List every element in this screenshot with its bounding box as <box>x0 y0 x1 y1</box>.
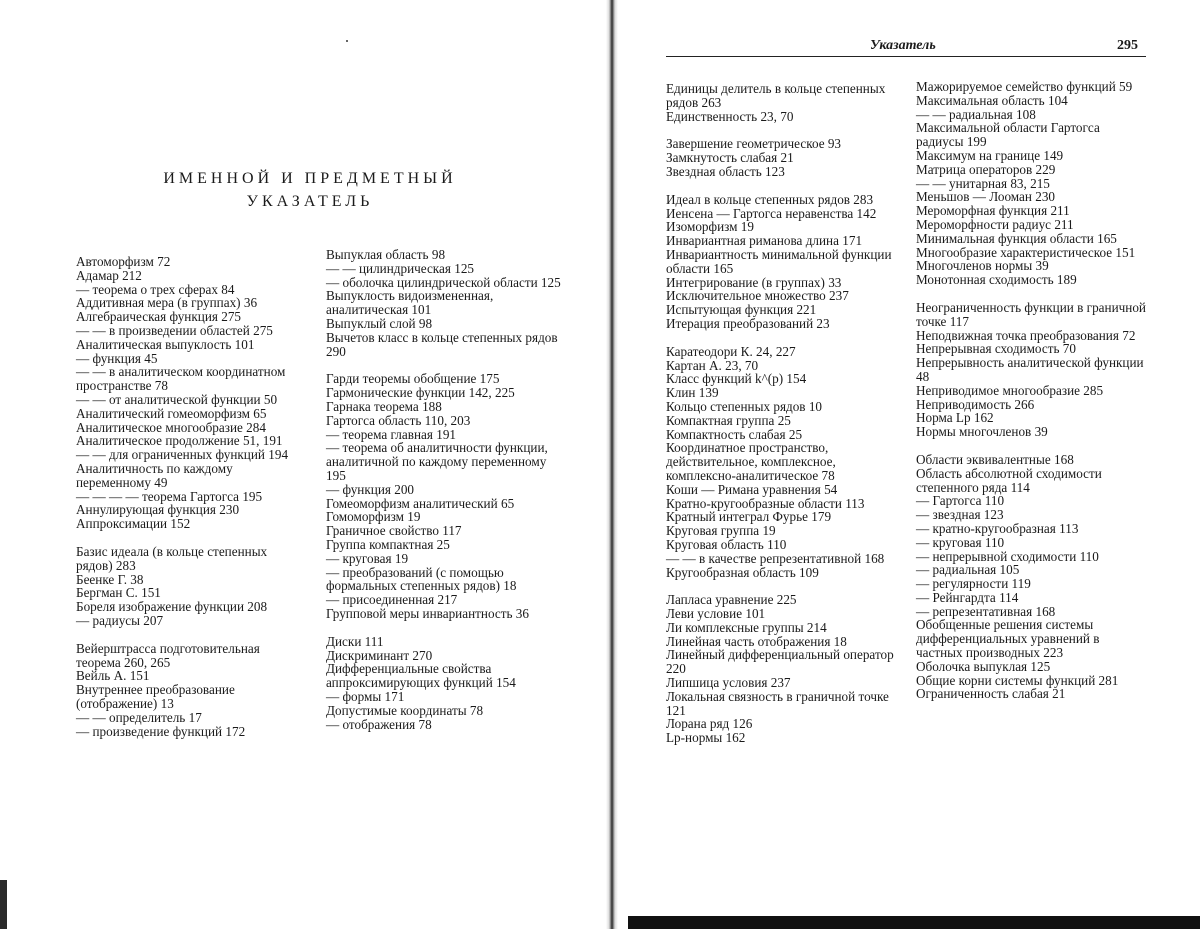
index-entry: — Рейнгардта 114 <box>916 589 1019 605</box>
index-entry: Инвариантная риманова длина 171 <box>666 233 863 249</box>
index-entry: — теорема об аналитичности функции, аналитичной по каждому переменному 195 <box>326 440 548 483</box>
index-entry: Непрерывность аналитической функции 48 <box>916 355 1144 384</box>
index-entry: Внутреннее преобразование (отображение) 13 <box>76 682 235 711</box>
index-entry: Гарди теоремы обобщение 175 <box>326 371 500 387</box>
index-entry: Непрерывная сходимость 70 <box>916 341 1076 357</box>
index-entry: Клин 139 <box>666 385 719 401</box>
index-entry: Гармонические функции 142, 225 <box>326 385 515 401</box>
index-entry: Гомеоморфизм аналитический 65 <box>326 495 515 511</box>
index-entry: Кругообразная область 109 <box>666 564 819 580</box>
index-entry: Область абсолютной сходимости степенного ряда 114 <box>916 465 1102 495</box>
index-entry: — присоединенная 217 <box>326 592 458 608</box>
index-entry: — радиальная 105 <box>916 562 1020 578</box>
index-entry: Координатное пространство, действительное, комплексное, комплексно-аналитическое 78 <box>666 440 836 483</box>
index-column-right-a <box>666 82 898 745</box>
index-entry: — — в произведении областей 275 <box>76 322 273 338</box>
index-entry: — звездная 123 <box>916 507 1004 523</box>
index-entry: Липшица условия 237 <box>666 675 791 691</box>
index-entry: Круговая область 110 <box>666 536 787 552</box>
index-entry: Мажорируемое семейство функций 59 <box>916 79 1133 94</box>
index-entry: — преобразований (с помощью формальных степенных рядов) 18 <box>326 564 517 594</box>
index-entry: Норма Lp 162 <box>916 410 994 426</box>
index-entry: Неприводимость 266 <box>916 396 1035 412</box>
index-entry: Монотонная сходимость 189 <box>916 272 1077 288</box>
index-entry: — — определитель 17 <box>76 709 202 725</box>
index-entry: — радиусы 207 <box>76 612 164 628</box>
scan-edge-left <box>0 880 7 929</box>
index-entry: — непрерывной сходимости 110 <box>916 548 1099 564</box>
index-entry: Автоморфизм 72 <box>76 254 171 269</box>
index-entry: — — цилиндрическая 125 <box>326 260 475 276</box>
index-entry: — — от аналитической функции 50 <box>76 391 278 407</box>
index-entry: Минимальная функция области 165 <box>916 230 1117 246</box>
index-entry: Аддитивная мера (в группах) 36 <box>76 295 258 311</box>
index-entry: Мероморфности радиус 211 <box>916 216 1074 232</box>
index-entry: Выпуклая область 98 <box>326 247 446 262</box>
index-entry: Неприводимое многообразие 285 <box>916 382 1104 398</box>
index-entry: Гартогса область 110, 203 <box>326 412 471 428</box>
index-entry: Многообразие характеристическое 151 <box>916 244 1136 260</box>
index-entry: Общие корни системы функций 281 <box>916 672 1119 688</box>
index-entry: Оболочка выпуклая 125 <box>916 658 1051 674</box>
index-entry: Завершение геометрическое 93 <box>666 136 842 152</box>
index-entry: Изоморфизм 19 <box>666 219 754 235</box>
index-entry: Картан А. 23, 70 <box>666 357 759 373</box>
index-entry: — — в качестве репрезентативной 168 <box>666 550 885 566</box>
index-entry: Класс функций k^(p) 154 <box>666 371 807 387</box>
index-entry: — теорема о трех сферах 84 <box>76 281 235 297</box>
index-entry: Леви условие 101 <box>666 606 766 622</box>
page-number: 295 <box>1117 38 1138 53</box>
index-entry: Исключительное множество 237 <box>666 288 849 304</box>
index-entry: Кратно-кругообразные области 113 <box>666 495 865 511</box>
index-entry: — — унитарная 83, 215 <box>916 175 1050 191</box>
index-entry: Единственность 23, 70 <box>666 108 794 124</box>
index-entry: — круговая 110 <box>916 534 1005 550</box>
scan-speck <box>346 40 348 42</box>
index-entry: Круговая группа 19 <box>666 523 776 539</box>
index-entry: — функция 45 <box>76 350 158 366</box>
index-entry: Ли комплексные группы 214 <box>666 619 827 635</box>
index-entry: Максимальная область 104 <box>916 92 1068 108</box>
index-entry: Беенке Г. 38 <box>76 571 144 587</box>
index-entry: — репрезентативная 168 <box>916 603 1056 619</box>
index-entry: Алгебраическая функция 275 <box>76 309 242 325</box>
index-entry: Иенсена — Гартогса неравенства 142 <box>666 205 877 221</box>
index-entry: Интегрирование (в группах) 33 <box>666 274 842 290</box>
index-entry: Компактность слабая 25 <box>666 426 803 442</box>
index-entry: — отображения 78 <box>326 716 432 732</box>
index-entry: Замкнутость слабая 21 <box>666 150 794 166</box>
index-entry: Линейный дифференциальный оператор 220 <box>666 647 894 677</box>
index-entry: — теорема главная 191 <box>326 426 457 442</box>
index-entry: Дискриминант 270 <box>326 647 433 663</box>
index-column-left-b <box>326 248 566 731</box>
index-entry: Вычетов класс в кольце степенных рядов 290 <box>326 329 558 359</box>
index-entry: — произведение функций 172 <box>76 723 246 739</box>
index-entry: Граничное свойство 117 <box>326 523 462 539</box>
index-entry: — оболочка цилиндрической области 125 <box>326 274 561 290</box>
index-entry: — — в аналитическом координатном пространстве 78 <box>76 364 286 394</box>
index-entry: Каратеодори К. 24, 227 <box>666 343 796 359</box>
index-entry: Аналитическая выпуклость 101 <box>76 336 255 352</box>
index-entry: Аналитическое продолжение 51, 191 <box>76 433 283 449</box>
index-entry: Локальная связность в граничной точке 121 <box>666 688 889 718</box>
index-entry: Меньшов — Лооман 230 <box>916 189 1056 205</box>
index-entry: Выпуклость видоизмененная, аналитическая 101 <box>326 288 494 318</box>
index-entry: Группа компактная 25 <box>326 536 450 552</box>
index-entry: Обобщенные решения системы дифференциальных уравнений в частных производных 223 <box>916 617 1100 661</box>
index-entry: Lp-нормы 162 <box>666 730 746 746</box>
index-entry: Компактная группа 25 <box>666 412 791 428</box>
index-entry: Области эквивалентные 168 <box>916 451 1074 467</box>
index-entry: — круговая 19 <box>326 550 409 566</box>
index-entry: Бореля изображение функции 208 <box>76 599 268 615</box>
index-entry: Адамар 212 <box>76 267 142 283</box>
index-entry: — — — — теорема Гартогса 195 <box>76 488 263 504</box>
index-entry: Матрица операторов 229 <box>916 161 1056 177</box>
index-title-line1: ИМЕННОЙ И ПРЕДМЕТНЫЙ <box>163 170 457 187</box>
index-entry: Бергман С. 151 <box>76 585 161 601</box>
index-entry: Допустимые координаты 78 <box>326 702 484 718</box>
index-entry: Аналитическое многообразие 284 <box>76 419 266 435</box>
index-entry: Кратный интеграл Фурье 179 <box>666 509 832 525</box>
index-entry: Гомоморфизм 19 <box>326 509 421 525</box>
index-title-line2: УКАЗАТЕЛЬ <box>246 193 374 210</box>
index-entry: Максимум на границе 149 <box>916 147 1064 163</box>
index-entry: Базис идеала (в кольце степенных рядов) 283 <box>76 543 268 573</box>
index-column-right-b <box>916 80 1148 701</box>
index-entry: Аннулирующая функция 230 <box>76 502 240 518</box>
index-entry: Гарнака теорема 188 <box>326 398 442 414</box>
index-entry: Многочленов нормы 39 <box>916 258 1049 274</box>
index-entry: Неограниченность функции в граничной точке 117 <box>916 299 1146 329</box>
index-entry: Вейерштрасса подготовительная теорема 260, 265 <box>76 640 260 670</box>
index-entry: Единицы делитель в кольце степенных рядов 263 <box>666 81 886 110</box>
index-entry: Ограниченность слабая 21 <box>916 686 1066 702</box>
index-entry: — Гартогса 110 <box>916 493 1005 509</box>
index-entry: — — радиальная 108 <box>916 106 1036 122</box>
index-entry: Вейль А. 151 <box>76 668 150 684</box>
index-entry: Максимальной области Гартогса радиусы 199 <box>916 120 1100 150</box>
index-entry: Диски 111 <box>326 633 384 649</box>
index-entry: Инвариантность минимальной функции области 165 <box>666 246 892 276</box>
index-column-left-a <box>76 255 306 738</box>
index-entry: Коши — Римана уравнения 54 <box>666 481 838 497</box>
index-entry: Лапласа уравнение 225 <box>666 592 797 608</box>
scan-edge-shadow <box>628 916 1200 929</box>
index-entry: Идеал в кольце степенных рядов 283 <box>666 191 874 207</box>
index-entry: Аналитичность по каждому переменному 49 <box>76 460 233 490</box>
index-entry: Аналитический гомеоморфизм 65 <box>76 405 267 421</box>
index-entry: — — для ограниченных функций 194 <box>76 447 289 463</box>
index-entry: Линейная часть отображения 18 <box>666 633 847 649</box>
header-rule <box>666 56 1146 57</box>
index-entry: — формы 171 <box>326 688 405 704</box>
index-entry: — регулярности 119 <box>916 576 1031 592</box>
index-entry: Кольцо степенных рядов 10 <box>666 398 823 414</box>
index-entry: Звездная область 123 <box>666 163 785 179</box>
index-entry: Испытующая функция 221 <box>666 302 817 318</box>
index-entry: Итерация преобразований 23 <box>666 315 830 331</box>
index-entry: Аппроксимации 152 <box>76 516 191 532</box>
index-entry: Групповой меры инвариантность 36 <box>326 605 529 621</box>
book-spine <box>606 0 618 929</box>
running-head: Указатель <box>870 38 936 53</box>
index-entry: Неподвижная точка преобразования 72 <box>916 327 1136 343</box>
index-entry: Выпуклый слой 98 <box>326 315 433 331</box>
index-entry: — кратно-кругообразная 113 <box>916 520 1079 536</box>
index-entry: Мероморфная функция 211 <box>916 203 1070 219</box>
index-entry: Дифференциальные свойства аппроксимирующих функций 154 <box>326 661 516 691</box>
index-entry: — функция 200 <box>326 481 415 497</box>
index-entry: Нормы многочленов 39 <box>916 424 1048 440</box>
index-entry: Лорана ряд 126 <box>666 716 753 732</box>
